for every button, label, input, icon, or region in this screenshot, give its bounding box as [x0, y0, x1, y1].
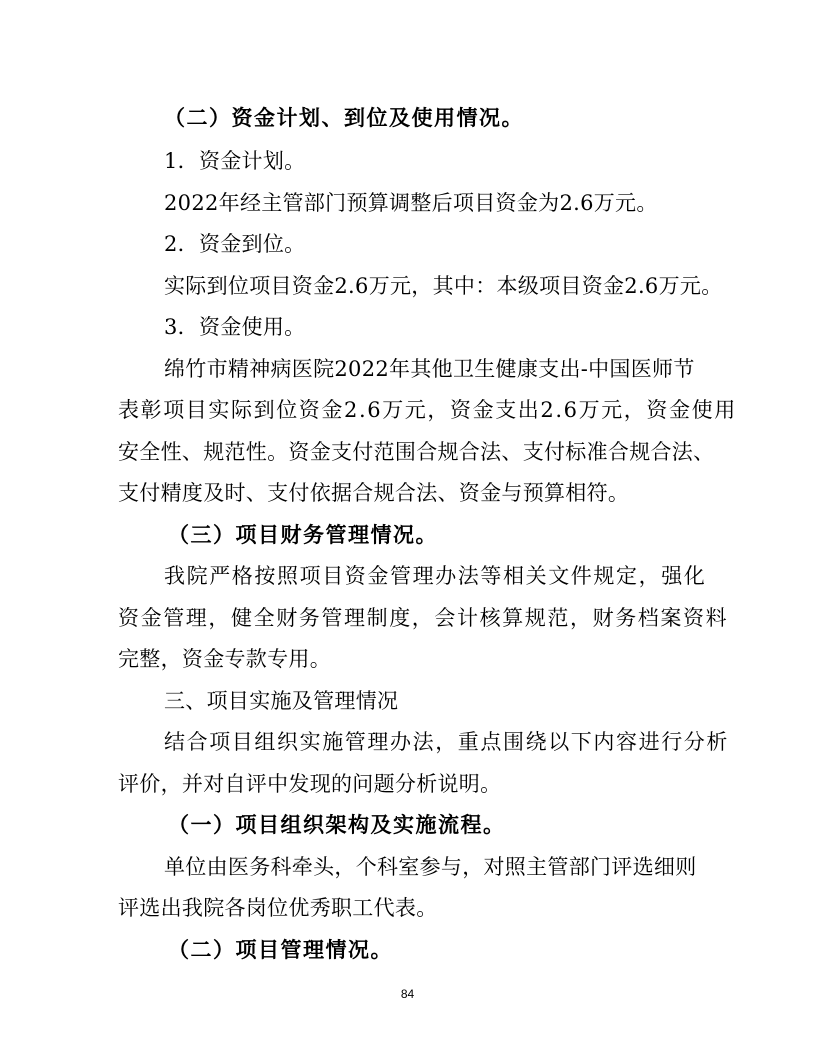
item-label-fund-plan: 1．资金计划。	[164, 149, 306, 173]
paragraph-implementation-line: 结合项目组织实施管理办法，重点围绕以下内容进行分析	[164, 730, 729, 754]
paragraph-finance-line: 资金管理，健全财务管理制度，会计核算规范，财务档案资料	[118, 606, 729, 630]
item-label-fund-use: 3．资金使用。	[164, 315, 306, 339]
section-heading-implementation: 三、项目实施及管理情况	[164, 689, 399, 713]
paragraph-fund-use-line: 安全性、规范性。资金支付范围合规合法、支付标准合规合法、	[118, 440, 715, 464]
section-heading-management: （二）项目管理情况。	[168, 938, 393, 962]
section-heading-organization: （一）项目组织架构及实施流程。	[168, 813, 506, 837]
item-label-fund-arrival: 2．资金到位。	[164, 232, 306, 256]
paragraph-fund-arrival: 实际到位项目资金2.6万元，其中：本级项目资金2.6万元。	[164, 274, 723, 298]
paragraph-fund-use-line: 支付精度及时、支付依据合规合法、资金与预算相符。	[118, 481, 630, 505]
paragraph-fund-plan: 2022年经主管部门预算调整后项目资金为2.6万元。	[164, 191, 658, 215]
paragraph-finance-line: 完整，资金专款专用。	[118, 647, 331, 671]
paragraph-implementation-line: 评价，并对自评中发现的问题分析说明。	[118, 772, 502, 796]
section-heading-funding: （二）资金计划、到位及使用情况。	[164, 106, 524, 130]
section-heading-finance: （三）项目财务管理情况。	[168, 523, 438, 547]
paragraph-organization-line: 单位由医务科牵头，个科室参与，对照主管部门评选细则	[164, 855, 697, 879]
paragraph-organization-line: 评选出我院各岗位优秀职工代表。	[118, 896, 438, 920]
page-number: 84	[400, 987, 415, 1001]
paragraph-finance-line: 我院严格按照项目资金管理办法等相关文件规定，强化	[164, 564, 707, 588]
paragraph-fund-use-line: 绵竹市精神病医院2022年其他卫生健康支出-中国医师节	[164, 357, 695, 381]
paragraph-fund-use-line: 表彰项目实际到位资金2.6万元，资金支出2.6万元，资金使用	[118, 398, 737, 422]
